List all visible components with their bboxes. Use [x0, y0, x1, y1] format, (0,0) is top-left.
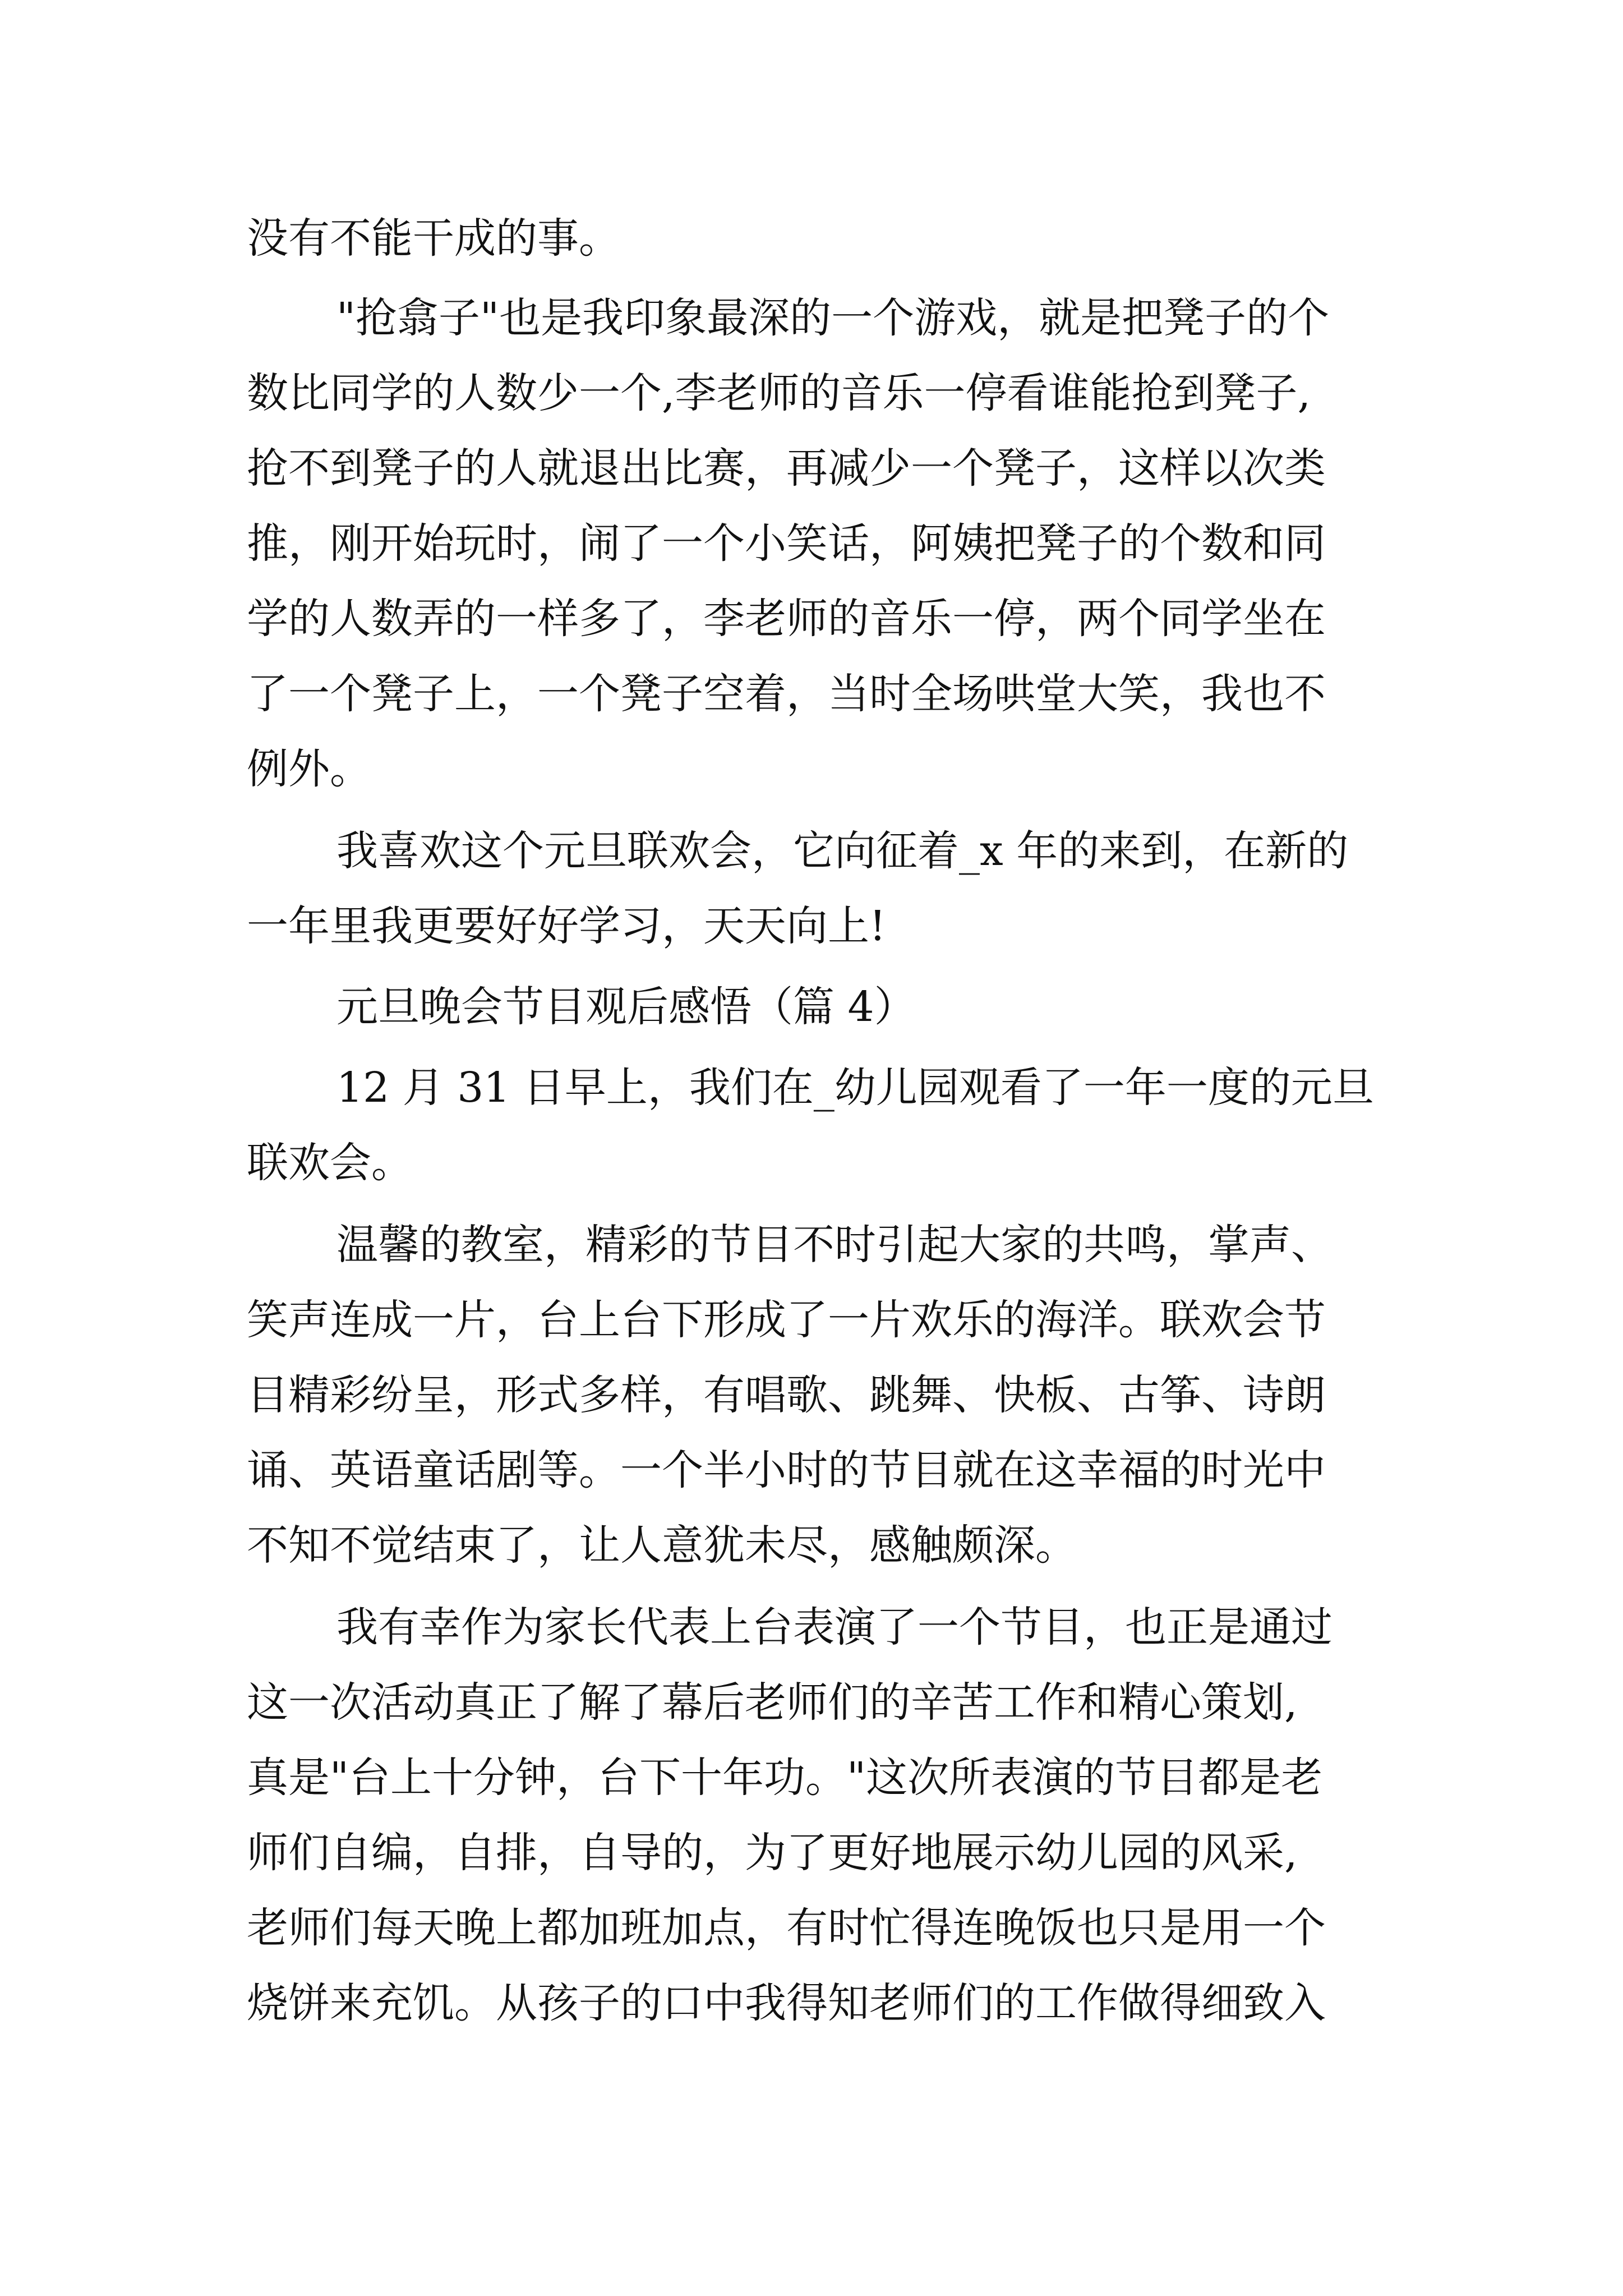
text-line: "抢翕子"也是我印象最深的一个游戏，就是把凳子的个 [336, 294, 1330, 342]
text-line: 诵、英语童话剧等。一个半小时的节目就在这幸福的时光中 [247, 1446, 1326, 1494]
text-line: 一年里我更要好好学习，天天向上! [247, 902, 886, 950]
text-line: 联欢会。 [247, 1139, 413, 1187]
text-line: 推，刚开始玩时，闹了一个小笑话，阿姨把凳子的个数和同 [247, 519, 1326, 568]
section-heading: 元旦晚会节目观后感悟（篇 4） [336, 983, 916, 1031]
text-line: 我有幸作为家长代表上台表演了一个节目，也正是通过 [336, 1603, 1332, 1651]
text-line: 笑声连成一片，台上台下形成了一片欢乐的海洋。联欢会节 [247, 1296, 1326, 1344]
text-line: 温馨的教室，精彩的节目不时引起大家的共鸣，掌声、 [336, 1221, 1332, 1269]
text-line: 了一个凳子上，一个凳子空着，当时全场哄堂大笑，我也不 [247, 670, 1326, 718]
text-line: 例外。 [247, 745, 371, 793]
text-line: 真是"台上十分钟，台下十年功。"这次所表演的节目都是老 [247, 1754, 1323, 1802]
text-line: 烧饼来充饥。从孩子的口中我得知老师们的工作做得细致入 [247, 1979, 1326, 2027]
text-line: 老师们每天晚上都加班加点，有时忙得连晚饭也只是用一个 [247, 1904, 1326, 1952]
text-line: 不知不觉结束了，让人意犹未尽，感触颇深。 [247, 1521, 1077, 1570]
text-line: 这一次活动真正了解了幕后老师们的辛苦工作和精心策划, [247, 1678, 1298, 1727]
text-line: 抢不到凳子的人就退出比赛，再减少一个凳子，这样以次类 [247, 444, 1326, 493]
text-line: 师们自编，自排，自导的，为了更好地展示幼儿园的风采, [247, 1829, 1298, 1877]
text-line: 数比同学的人数少一个,李老师的音乐一停看谁能抢到凳子, [247, 369, 1311, 417]
text-line: 12 月 31 日早上，我们在_幼儿园观看了一年一度的元旦 [336, 1064, 1374, 1112]
text-line: 没有不能干成的事。 [247, 214, 620, 263]
text-line: 我喜欢这个元旦联欢会，它向征着_x 年的来到，在新的 [336, 827, 1349, 875]
text-line: 学的人数弄的一样多了，李老师的音乐一停，两个同学坐在 [247, 595, 1326, 643]
text-line: 目精彩纷呈，形式多样，有唱歌、跳舞、快板、古筝、诗朗 [247, 1371, 1326, 1419]
